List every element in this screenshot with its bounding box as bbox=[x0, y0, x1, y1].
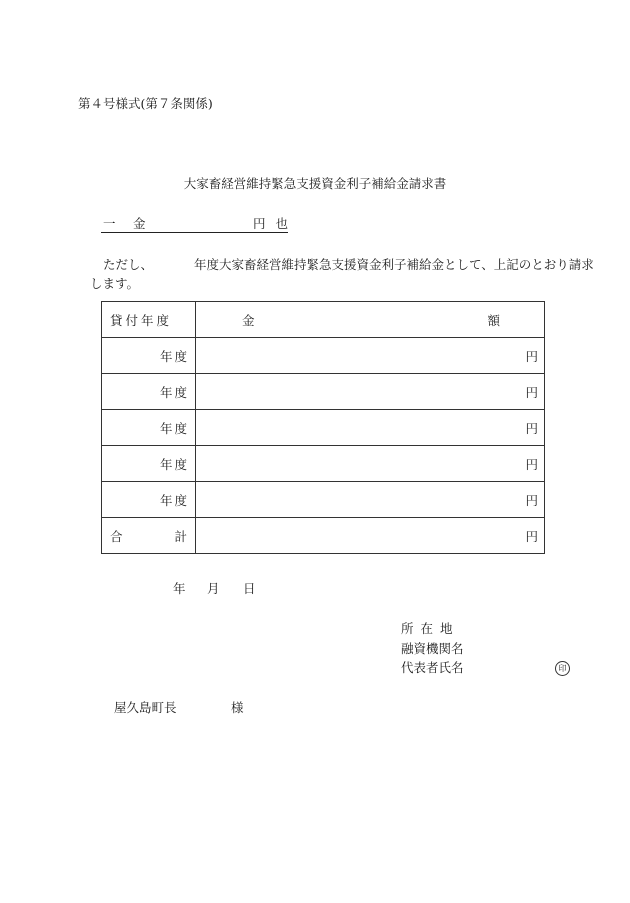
header-amount-kin: 金 bbox=[242, 312, 255, 328]
total-label bbox=[102, 527, 195, 545]
header-amount bbox=[196, 311, 544, 329]
year-cell[interactable] bbox=[102, 338, 196, 374]
yen-label: 円 bbox=[525, 492, 538, 508]
yen-label: 円 bbox=[525, 420, 538, 436]
total-label-cell bbox=[102, 518, 196, 554]
year-cell[interactable] bbox=[102, 482, 196, 518]
header-loan-year-cell bbox=[102, 302, 196, 338]
total-right: 計 bbox=[174, 528, 187, 544]
year-cell[interactable] bbox=[102, 374, 196, 410]
amount-yen-nari: 円也 bbox=[253, 216, 299, 231]
year-cell[interactable] bbox=[102, 446, 196, 482]
table-total-row bbox=[102, 518, 545, 554]
body-text-line2: します。 bbox=[90, 276, 140, 291]
amount-kin: 金 bbox=[133, 216, 146, 231]
year-label: 年度 bbox=[159, 420, 189, 436]
yen-label: 円 bbox=[525, 348, 538, 364]
form-number: 第４号様式(第７条関係) bbox=[78, 96, 213, 111]
amount-underline bbox=[101, 232, 288, 233]
body-text-line1: 年度大家畜経営維持緊急支援資金利子補給金として、上記のとおり請求 bbox=[194, 257, 594, 272]
year-cell[interactable] bbox=[102, 410, 196, 446]
amount-cell[interactable] bbox=[196, 482, 545, 518]
amount-cell[interactable] bbox=[196, 410, 545, 446]
loan-table bbox=[101, 301, 545, 554]
institution-label: 融資機関名 bbox=[401, 641, 464, 656]
year-label: 年度 bbox=[159, 384, 189, 400]
addressee-mayor: 屋久島町長 bbox=[114, 700, 177, 715]
header-amount-gaku: 額 bbox=[487, 312, 500, 328]
yen-label: 円 bbox=[525, 456, 538, 472]
amount-cell[interactable] bbox=[196, 338, 545, 374]
yen-label: 円 bbox=[525, 528, 538, 544]
year-label: 年度 bbox=[159, 348, 189, 364]
header-loan-year: 貸付年度 bbox=[110, 312, 173, 328]
header-amount-cell bbox=[196, 302, 545, 338]
table-row bbox=[102, 374, 545, 410]
date-year: 年 bbox=[173, 581, 186, 596]
table-row bbox=[102, 338, 545, 374]
amount-cell[interactable] bbox=[196, 446, 545, 482]
amount-cell[interactable] bbox=[196, 374, 545, 410]
table-row bbox=[102, 410, 545, 446]
representative-label: 代表者氏名 bbox=[401, 660, 464, 675]
document-title: 大家畜経営維持緊急支援資金利子補給金請求書 bbox=[183, 176, 447, 191]
total-amount-cell[interactable] bbox=[196, 518, 545, 554]
address-label: 所在地 bbox=[401, 621, 460, 636]
table-row bbox=[102, 482, 545, 518]
table-row bbox=[102, 446, 545, 482]
body-text-prefix: ただし、 bbox=[103, 257, 154, 272]
total-left: 合 bbox=[110, 528, 123, 544]
amount-ichi: 一 bbox=[103, 216, 116, 231]
yen-label: 円 bbox=[525, 384, 538, 400]
date-month: 月 bbox=[207, 581, 220, 596]
addressee-honorific: 様 bbox=[231, 700, 244, 715]
table-header-row bbox=[102, 302, 545, 338]
year-label: 年度 bbox=[159, 492, 189, 508]
date-day: 日 bbox=[243, 581, 256, 596]
year-label: 年度 bbox=[159, 456, 189, 472]
seal-icon: 印 bbox=[555, 661, 570, 676]
